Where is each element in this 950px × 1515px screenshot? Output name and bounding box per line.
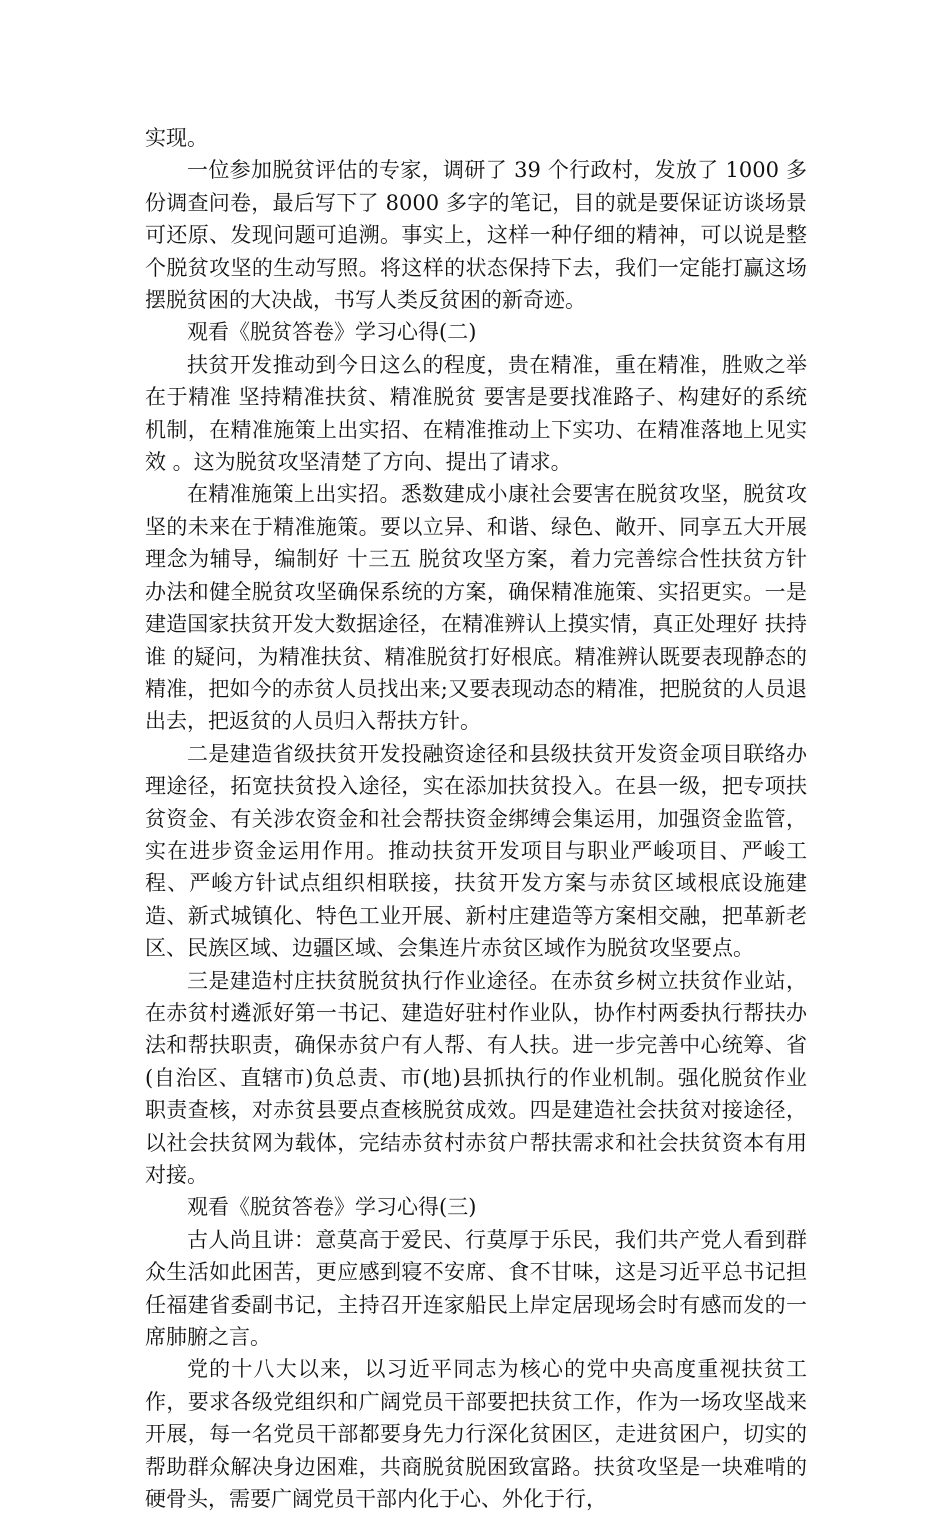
paragraph-continuation: 实现。	[145, 126, 208, 150]
paragraph-village-work: 三是建造村庄扶贫脱贫执行作业途径。在赤贫乡树立扶贫作业站，在赤贫村遴派好第一书记、建造好驻村作业队，协作村两委执行帮扶办法和帮扶职责，确保赤贫户有人帮、有人扶。进一步完善中心统筹、省(自治区、直辖市)负总责、市(地)县抓执行的作业机制。强化脱贫作业职责查核，对赤贫县要点查核脱贫成效。四是建造社会扶贫对接途径，以社会扶贫网为载体，完结赤贫村赤贫户帮扶需求和社会扶贫资本有用对接。	[145, 968, 807, 1187]
document-page	[145, 122, 807, 1515]
section-heading-2: 观看《脱贫答卷》学习心得(二)	[187, 320, 477, 345]
paragraph-precision-intro: 扶贫开发推动到今日这么的程度，贵在精准，重在精准，胜败之举在于精准 坚持精准扶贫、精准脱贫 要害是要找准路子、构建好的系统机制，在精准施策上出实招、在精准推动上下实功、在精准落地上见实效 。这为脱贫攻坚清楚了方向、提出了请求。	[145, 352, 807, 475]
paragraph-funding-channels: 二是建造省级扶贫开发投融资途径和县级扶贫开发资金项目联络办理途径，拓宽扶贫投入途径，实在添加扶贫投入。在县一级，把专项扶贫资金、有关涉农资金和社会帮扶资金绑缚会集运用，加强资金监管，实在进步资金运用作用。推动扶贫开发项目与职业严峻项目、严峻工程、严峻方针试点组织相联接，扶贫开发方案与赤贫区域根底设施建造、新式城镇化、特色工业开展、新村庄建造等方案相交融，把革新老区、民族区域、边疆区域、会集连片赤贫区域作为脱贫攻坚要点。	[145, 741, 807, 961]
section-heading-3: 观看《脱贫答卷》学习心得(三)	[187, 1195, 477, 1220]
paragraph-expert-survey: 一位参加脱贫评估的专家，调研了 39 个行政村，发放了 1000 多份调查问卷，最后写下了 8000 多字的笔记，目的就是要保证访谈场景可还原、发现问题可追溯。事实上，这样一种仔细的精神，可以说是整个脱贫攻坚的生动写照。将这样的状态保持下去，我们一定能打赢这场摆脱贫困的大决战，书写人类反贫困的新奇迹。	[145, 158, 807, 313]
paragraph-party-congress: 党的十八大以来，以习近平同志为核心的党中央高度重视扶贫工作，要求各级党组织和广阔党员干部要把扶贫工作，作为一场攻坚战来开展，每一名党员干部都要身先力行深化贫困区，走进贫困户，切实的帮助群众解决身边困难，共商脱贫脱困致富路。扶贫攻坚是一块难啃的硬骨头，需要广阔党员干部内化于心、外化于行，	[145, 1357, 807, 1512]
paragraph-precision-measures: 在精准施策上出实招。悉数建成小康社会要害在脱贫攻坚，脱贫攻坚的未来在于精准施策。要以立异、和谐、绿色、敞开、同享五大开展理念为辅导，编制好 十三五 脱贫攻坚方案，着力完善综合性扶贫方针办法和健全脱贫攻坚确保系统的方案，确保精准施策、实招更实。一是建造国家扶贫开发大数据途径，在精准辨认上摸实情，真正处理好 扶持谁 的疑问，为精准扶贫、精准脱贫打好根底。精准辨认既要表现静态的精准，把如今的赤贫人员找出来;又要表现动态的精准，把脱贫的人员退出去，把返贫的人员归入帮扶方针。	[145, 482, 807, 734]
paragraph-ancient-saying: 古人尚且讲：意莫高于爱民、行莫厚于乐民，我们共产党人看到群众生活如此困苦，更应感到寝不安席、食不甘味，这是习近平总书记担任福建省委副书记，主持召开连家船民上岸定居现场会时有感而发的一席肺腑之言。	[145, 1227, 807, 1350]
